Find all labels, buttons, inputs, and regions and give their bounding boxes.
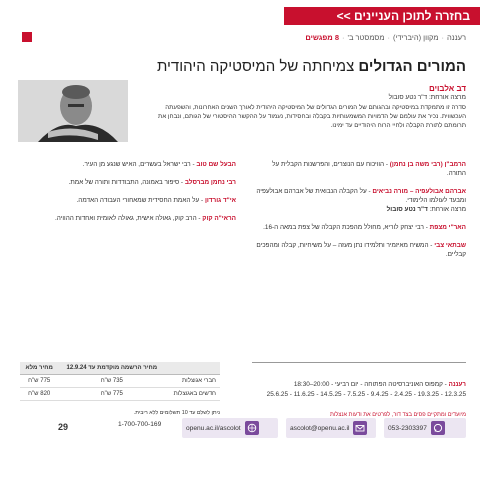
topic-guest: [254, 205, 466, 214]
topic-name: שבתאי צבי: [434, 242, 466, 249]
topics-column-left: [14, 160, 236, 232]
lecturer-name: דב אלבוים: [428, 84, 466, 93]
breadcrumb-location: רעננה: [447, 32, 466, 42]
portrait-image: [18, 80, 128, 142]
topic-name: הרמב"ן (רבי משה בן נחמן): [389, 161, 466, 168]
topic-name: הבעל שם טוב: [196, 161, 236, 168]
table-row: [20, 388, 220, 401]
section-divider: [252, 362, 466, 363]
price-col-header: [165, 362, 220, 375]
course-details: [246, 380, 466, 400]
topic-item: [254, 241, 466, 259]
table-cell: חדשים באגוצלות: [165, 388, 220, 401]
topic-name: רבי נחמן מברסלב: [184, 179, 236, 186]
topic-item: [254, 160, 466, 178]
email-icon: [353, 421, 367, 435]
guest-name: ד"ר נטע סובול: [386, 206, 428, 213]
lecturer-role: מרצה אורחת: ד"ר נטע סובול: [388, 94, 466, 101]
price-col-header: מחיר מלא: [20, 362, 58, 375]
topic-item: [14, 196, 236, 205]
price-table: [20, 362, 220, 401]
topic-item: [14, 160, 236, 169]
price-col-header: מחיר הרשמה מוקדמת עד 12.9.24: [58, 362, 165, 375]
details-line-1: [246, 380, 466, 390]
phone-number: 053-2303397: [388, 424, 427, 432]
topics-column-right: [254, 160, 466, 268]
topic-text: - רבי ישראל בעשרים, האיש שנגע מן העיר.: [82, 161, 197, 168]
whatsapp-icon: [431, 421, 445, 435]
breadcrumb-semester: מסמסטר ב': [347, 32, 385, 42]
topic-name: אי"ד גורדון: [204, 197, 236, 204]
table-cell: 775 ש"ח: [20, 375, 58, 388]
topic-name: האר"י מצפת: [429, 224, 466, 231]
registration-note: מיועדים ומתקיים פסים בצד דור, לפרטים את ודעות אנצלות: [330, 412, 466, 418]
topic-text: - על האמת החסידית שמאחורי העבודה האדמה.: [76, 197, 205, 204]
topic-item: [14, 214, 236, 223]
topic-name: אברהם אבולעפיה – מורה נביאים: [372, 188, 466, 195]
email-contact[interactable]: [286, 418, 376, 438]
email-address: ascolot@openu.ac.il: [290, 424, 350, 432]
lecturer-block: [146, 84, 466, 130]
breadcrumb: [22, 30, 466, 44]
guest-label: מרצה אורחת:: [427, 206, 466, 213]
title-rest: צמיחתה של המיסטיקה היהודית: [156, 58, 359, 75]
table-cell: חברי אגוצלות: [165, 375, 220, 388]
topic-text: - על הקבלה הנבואית של אברהם אבולעפיה ומבעד לעולמו הלימודי.: [256, 188, 466, 204]
topic-name: הראי"ה קוק: [202, 215, 236, 222]
page-title: [26, 58, 466, 75]
topic-text: - המשיח מאיזמיר ותלמידו נתן מעזה – על משיחיות, קבלה ומהפכים קבליים.: [256, 242, 466, 258]
table-cell: 735 ש"ח: [58, 375, 165, 388]
details-dates: 12.3.25 - 19.3.25 - 2.4.25 - 9.4.25 - 7.5.25 - 14.5.25 - 11.6.25 - 25.6.25: [266, 391, 466, 398]
topic-text: - רבי יצחק לוריא, מחולל מהפכת הקבלה של צפת במאה ה-16.: [263, 224, 430, 231]
topic-item: [254, 187, 466, 214]
topic-item: [254, 223, 466, 232]
office-phone[interactable]: 1-700-700-169: [118, 421, 162, 428]
back-to-contents-banner[interactable]: בחזרה לתוכן העניינים >>: [284, 7, 480, 25]
lecturer-bio: סדרה זו מתמקדת במיסטיקה ובהגותם של המורים הגדולים של המיסטיקה היהודית לאורך השנים האחרונות, והשפעתה העכשווית. נכיר את עולמם של הדמויות המשמעותיות בקבלה ובחסידות, נעמוד על ההקשר ההיסטורי של הגותם, ונבחן את תרומתם לתורת הקבלה ולחיי הרוח היהודיים עד ימינו.: [158, 104, 466, 129]
topic-text: - הרב קוק, גאולה אישית, גאולה לאומית ואחדות ההוויה.: [55, 215, 203, 222]
breadcrumb-sessions: 8 מפגשים: [305, 32, 340, 42]
globe-icon: [245, 421, 259, 435]
contact-footer: [0, 418, 480, 456]
table-cell: 775 ש"ח: [58, 388, 165, 401]
phone-contact[interactable]: [384, 418, 466, 438]
breadcrumb-separator: ·: [441, 32, 445, 42]
breadcrumb-separator: ·: [342, 32, 345, 42]
price-table-header: [20, 362, 220, 375]
website-contact[interactable]: [182, 418, 278, 438]
price-table-note: ניתן לשלם עד 10 תשלומים ללא ריבית.: [133, 410, 220, 416]
topic-text: - סיפור באמונה, התבודדות ותורה של אמת.: [68, 179, 185, 186]
details-schedule: - קמפוס האוניברסיטה הפתוחה - יום רביעי - 20:00–18:30: [293, 381, 449, 388]
breadcrumb-separator: ·: [387, 32, 390, 42]
red-square-marker: [22, 32, 32, 42]
lecturer-photo: [18, 80, 128, 142]
page-number: 29: [58, 422, 69, 432]
table-row: [20, 375, 220, 388]
website-url: openu.ac.il/ascolot: [186, 424, 241, 432]
table-cell: 820 ש"ח: [20, 388, 58, 401]
topic-text: - הוויכוח עם הנוצרים, והפרשנות הקבלית על התורה.: [272, 161, 466, 177]
breadcrumb-format: מקוון (היברידי): [393, 32, 439, 42]
title-bold: המורים הגדולים: [358, 58, 466, 75]
topic-item: [14, 178, 236, 187]
details-location: רעננה: [448, 381, 466, 388]
